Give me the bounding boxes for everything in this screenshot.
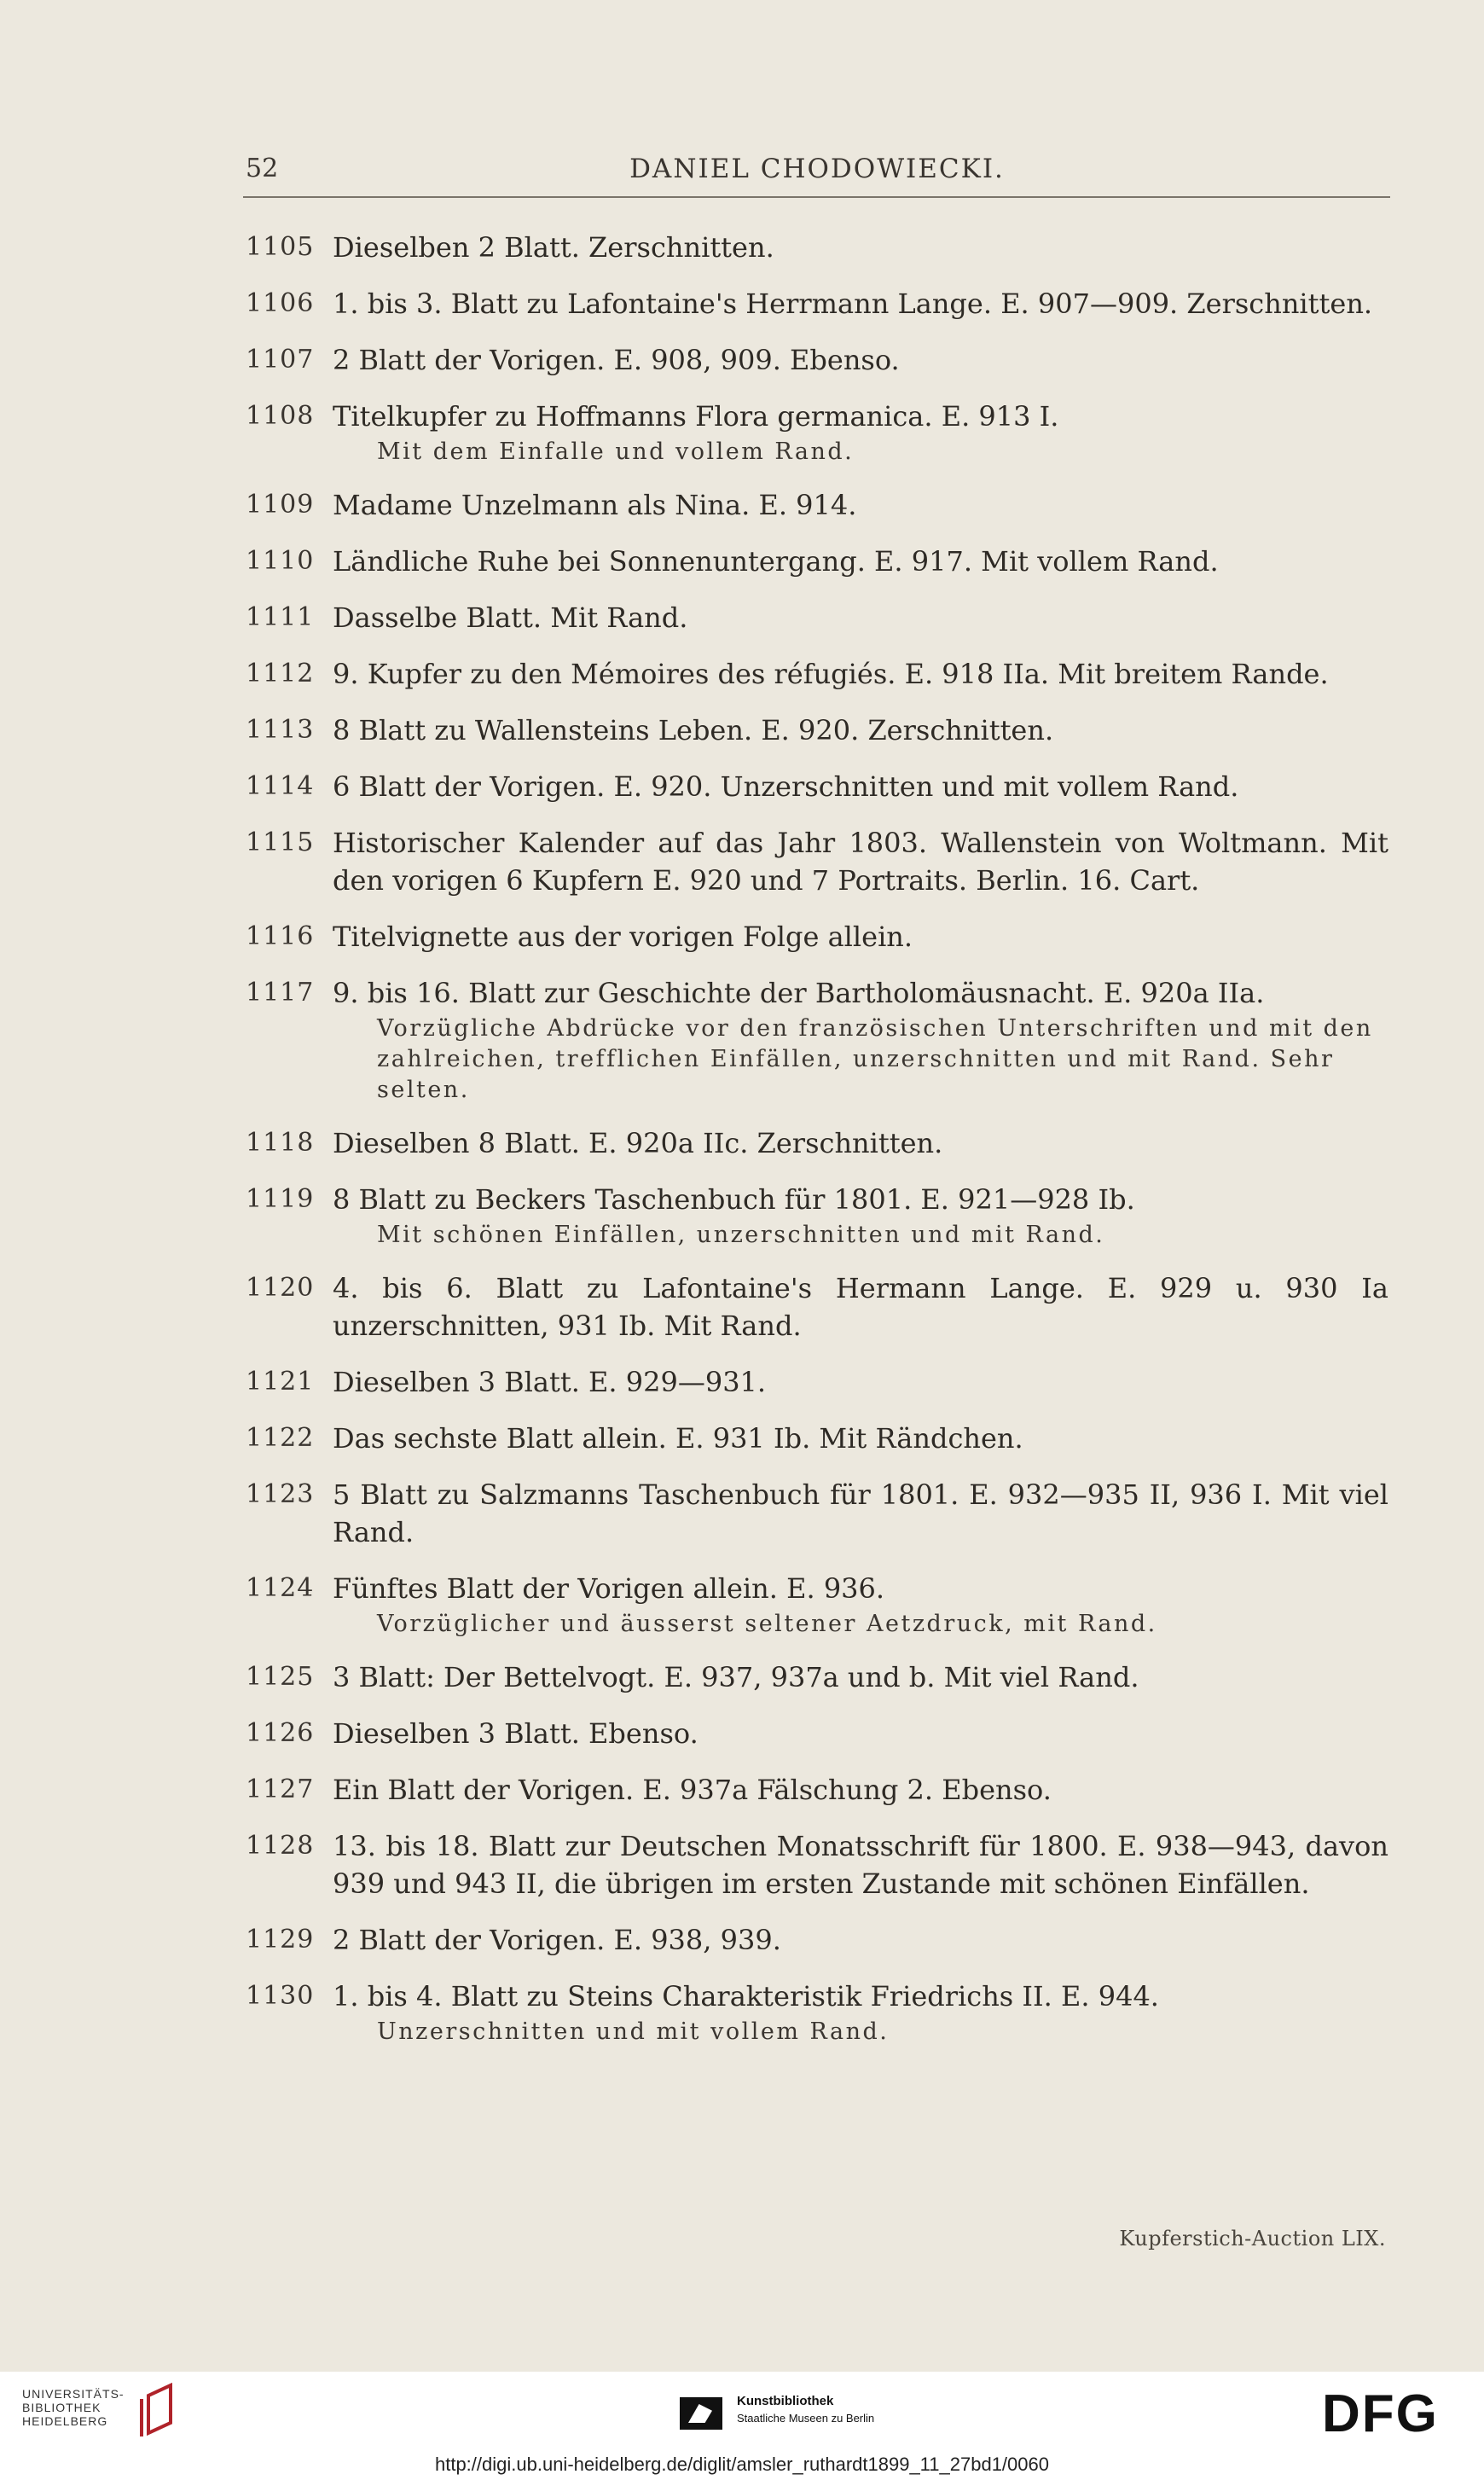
kunstbibliothek-subtitle: Staatliche Museen zu Berlin	[737, 2412, 875, 2425]
lot-description: 4. bis 6. Blatt zu Lafontaine's Hermann Lange. E. 929 u. 930 Ia unzerschnitten, 931 Ib. Mit Rand.	[333, 1272, 1388, 1342]
lot-number: 1116	[246, 921, 315, 951]
lot-number: 1105	[246, 232, 315, 262]
catalog-entry	[246, 285, 1388, 322]
university-line: UNIVERSITÄTS-	[22, 2387, 125, 2401]
lot-number: 1123	[246, 1479, 315, 1509]
lot-number: 1126	[246, 1718, 315, 1748]
lot-description: Dasselbe Blatt. Mit Rand.	[333, 601, 688, 634]
lot-number: 1125	[246, 1662, 315, 1692]
lot-description: Historischer Kalender auf das Jahr 1803. Wallenstein von Woltmann. Mit den vorigen 6 Kupfern E. 920 und 7 Portraits. Berlin. 16. Cart.	[333, 827, 1388, 897]
lot-note: Unzerschnitten und mit vollem Rand.	[377, 2018, 890, 2045]
page-header	[246, 154, 1388, 198]
lot-note: Vorzügliche Abdrücke vor den französischen Unterschriften und mit den zahlreichen, trefflichen Einfällen, unzerschnitten und mit Rand. Sehr selten.	[377, 1015, 1373, 1103]
lot-number: 1129	[246, 1925, 315, 1954]
catalog-entry	[246, 655, 1388, 693]
kunstbibliothek-logo-icon[interactable]	[680, 2397, 722, 2430]
catalog-entry	[246, 1124, 1388, 1162]
catalog-entry	[246, 1715, 1388, 1752]
lot-description: 8 Blatt zu Beckers Taschenbuch für 1801. E. 921—928 Ib.	[333, 1183, 1135, 1216]
lot-number: 1118	[246, 1128, 315, 1158]
lot-description: 8 Blatt zu Wallensteins Leben. E. 920. Zerschnitten.	[333, 714, 1054, 746]
dfg-logo[interactable]: DFG	[1322, 2384, 1439, 2443]
catalog-entry	[246, 1978, 1388, 2047]
lot-description: Dieselben 3 Blatt. Ebenso.	[333, 1717, 699, 1750]
lot-note: Mit schönen Einfällen, unzerschnitten und mit Rand.	[377, 1222, 1105, 1248]
lot-number: 1122	[246, 1423, 315, 1453]
lot-description: 5 Blatt zu Salzmanns Taschenbuch für 1801. E. 932—935 II, 936 I. Mit viel Rand.	[333, 1478, 1388, 1548]
lot-number: 1117	[246, 978, 315, 1008]
lot-number: 1109	[246, 490, 315, 520]
catalog-entry	[246, 1181, 1388, 1251]
catalog-entry	[246, 1771, 1388, 1809]
lot-number: 1120	[246, 1273, 315, 1303]
source-url[interactable]: http://digi.ub.uni-heidelberg.de/diglit/amsler_ruthardt1899_11_27bd1/0060	[0, 2448, 1484, 2480]
catalog-entry	[246, 486, 1388, 524]
lot-number: 1106	[246, 288, 315, 318]
catalog-entry	[246, 711, 1388, 749]
catalog-entries	[246, 229, 1388, 2066]
lot-number: 1107	[246, 345, 315, 375]
lot-number: 1115	[246, 828, 315, 857]
lot-description: 2 Blatt der Vorigen. E. 908, 909. Ebenso.	[333, 344, 900, 376]
lot-description: 9. Kupfer zu den Mémoires des réfugiés. E. 918 IIa. Mit breitem Rande.	[333, 658, 1329, 690]
lot-description: Madame Unzelmann als Nina. E. 914.	[333, 489, 857, 521]
lot-description: Dieselben 8 Blatt. E. 920a IIc. Zerschnitten.	[333, 1127, 943, 1159]
catalog-entry	[246, 1420, 1388, 1457]
lot-number: 1108	[246, 401, 315, 431]
lot-description: Titelvignette aus der vorigen Folge allein.	[333, 921, 913, 953]
catalog-entry	[246, 1658, 1388, 1696]
kunstbibliothek-text[interactable]	[737, 2394, 874, 2425]
lot-description: Dieselben 2 Blatt. Zerschnitten.	[333, 231, 774, 264]
lot-description: 9. bis 16. Blatt zur Geschichte der Bartholomäusnacht. E. 920a IIa.	[333, 977, 1265, 1009]
university-library-text[interactable]	[22, 2387, 125, 2428]
catalog-entry	[246, 229, 1388, 266]
lot-number: 1112	[246, 659, 315, 688]
lot-description: Dieselben 3 Blatt. E. 929—931.	[333, 1366, 767, 1398]
catalog-entry	[246, 543, 1388, 580]
header-rule	[243, 196, 1390, 198]
lot-description: Fünftes Blatt der Vorigen allein. E. 936.	[333, 1572, 885, 1605]
lot-description: 3 Blatt: Der Bettelvogt. E. 937, 937a und b. Mit viel Rand.	[333, 1661, 1139, 1693]
lot-description: Ein Blatt der Vorigen. E. 937a Fälschung 2. Ebenso.	[333, 1774, 1052, 1806]
page-number: 52	[246, 154, 279, 183]
lot-number: 1121	[246, 1367, 315, 1397]
lot-description: 1. bis 4. Blatt zu Steins Charakteristik Friedrichs II. E. 944.	[333, 1980, 1159, 2012]
catalog-entry	[246, 1476, 1388, 1551]
catalog-entry	[246, 918, 1388, 955]
university-line: BIBLIOTHEK	[22, 2401, 101, 2414]
lot-description: 6 Blatt der Vorigen. E. 920. Unzerschnitten und mit vollem Rand.	[333, 770, 1239, 803]
catalog-entry	[246, 1269, 1388, 1345]
catalog-entry	[246, 1827, 1388, 1902]
catalog-entry	[246, 824, 1388, 899]
catalog-entry	[246, 341, 1388, 379]
catalog-entry	[246, 768, 1388, 805]
lot-number: 1130	[246, 1981, 315, 2011]
lot-description: 13. bis 18. Blatt zur Deutschen Monatsschrift für 1800. E. 938—943, davon 939 und 943 II, die übrigen im ersten Zustande mit schönen Einfällen.	[333, 1830, 1388, 1900]
lot-note: Mit dem Einfalle und vollem Rand.	[377, 439, 855, 465]
university-line: HEIDELBERG	[22, 2414, 108, 2428]
kunstbibliothek-title: Kunstbibliothek	[737, 2394, 834, 2408]
university-logo-icon[interactable]	[136, 2382, 176, 2438]
lot-number: 1124	[246, 1573, 315, 1603]
lot-description: Das sechste Blatt allein. E. 931 Ib. Mit Rändchen.	[333, 1422, 1023, 1455]
lot-note: Vorzüglicher und äusserst seltener Aetzdruck, mit Rand.	[377, 1611, 1157, 1637]
lot-number: 1114	[246, 771, 315, 801]
lot-number: 1111	[246, 602, 315, 632]
lot-description: Ländliche Ruhe bei Sonnenuntergang. E. 917. Mit vollem Rand.	[333, 545, 1219, 578]
catalog-entry	[246, 1363, 1388, 1401]
lot-number: 1128	[246, 1831, 315, 1861]
lot-number: 1127	[246, 1774, 315, 1804]
digitization-banner	[0, 2372, 1484, 2448]
lot-number: 1110	[246, 546, 315, 576]
page-signature: Kupferstich-Auction LIX.	[1119, 2227, 1386, 2251]
lot-number: 1113	[246, 715, 315, 745]
lot-description: 1. bis 3. Blatt zu Lafontaine's Herrmann Lange. E. 907—909. Zerschnitten.	[333, 287, 1373, 320]
lot-description: 2 Blatt der Vorigen. E. 938, 939.	[333, 1924, 781, 1956]
catalog-entry	[246, 1921, 1388, 1959]
catalog-entry	[246, 398, 1388, 468]
lot-number: 1119	[246, 1184, 315, 1214]
running-title: DANIEL CHODOWIECKI.	[629, 154, 1005, 184]
lot-description: Titelkupfer zu Hoffmanns Flora germanica. E. 913 I.	[333, 400, 1059, 433]
catalog-entry	[246, 1570, 1388, 1640]
catalog-entry	[246, 974, 1388, 1106]
catalog-entry	[246, 599, 1388, 636]
